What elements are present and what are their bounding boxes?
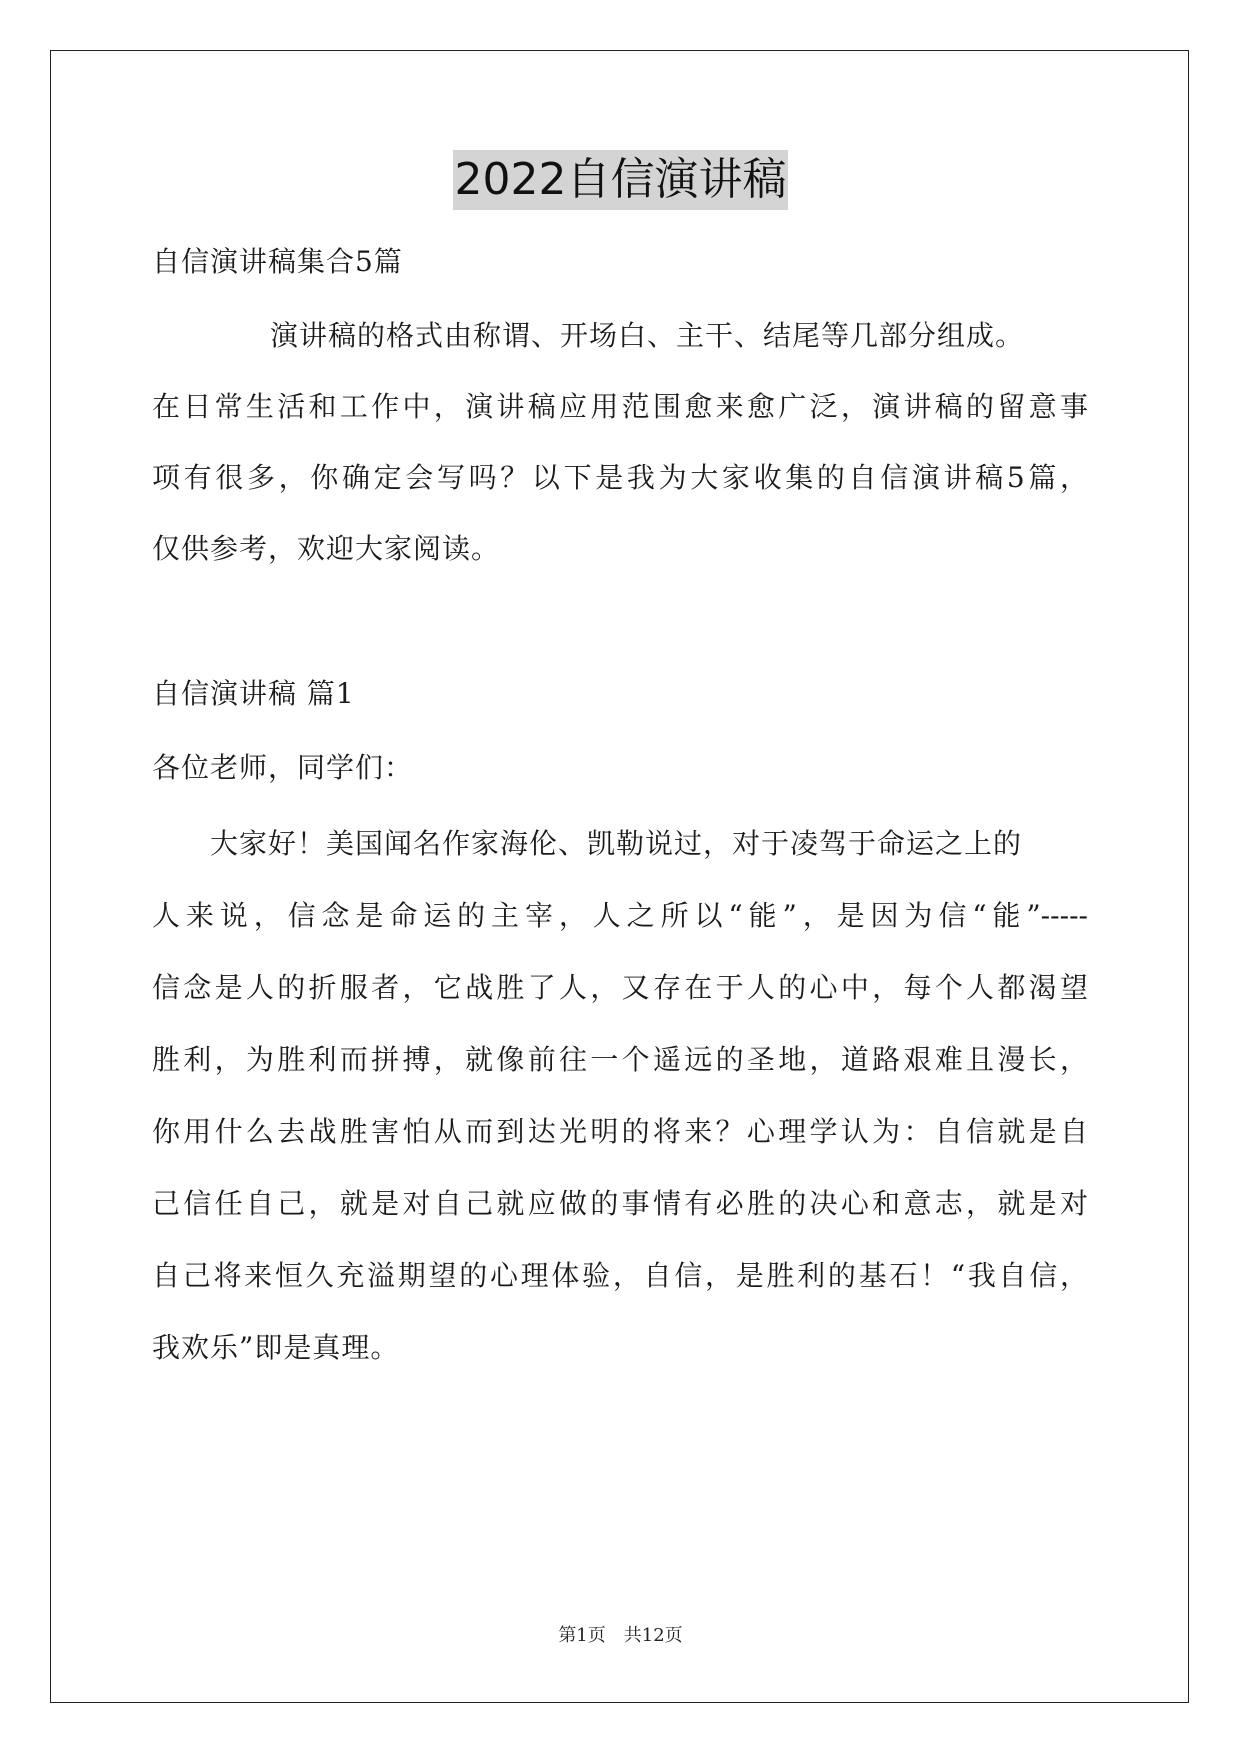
page-total: 共12页 <box>623 1625 683 1646</box>
body-line-4: 胜利，为胜利而拼搏，就像前往一个遥远的圣地，道路艰难且漫长， <box>152 1043 1088 1076</box>
intro-line-4: 仅供参考，欢迎大家阅读。 <box>152 532 501 565</box>
page-footer <box>0 1624 1241 1648</box>
body-line-7: 自己将来恒久充溢期望的心理体验，自信，是胜利的基石！“我自信， <box>152 1259 1088 1292</box>
title-container <box>0 150 1241 210</box>
document-subtitle: 自信演讲稿集合5篇 <box>152 245 403 278</box>
intro-line-3: 项有很多，你确定会写吗？以下是我为大家收集的自信演讲稿5篇， <box>152 461 1088 494</box>
body-line-5: 你用什么去战胜害怕从而到达光明的将来？心理学认为：自信就是自 <box>152 1115 1088 1148</box>
body-line-3: 信念是人的折服者，它战胜了人，又存在于人的心中，每个人都渴望 <box>152 971 1088 1004</box>
intro-line-1: 演讲稿的格式由称谓、开场白、主干、结尾等几部分组成。 <box>270 319 1025 352</box>
document-title: 2022自信演讲稿 <box>453 150 789 210</box>
body-line-6: 己信任自己，就是对自己就应做的事情有必胜的决心和意志，就是对 <box>152 1187 1088 1220</box>
page-border <box>50 50 1189 1703</box>
greeting: 各位老师，同学们： <box>152 751 414 784</box>
intro-line-2: 在日常生活和工作中，演讲稿应用范围愈来愈广泛，演讲稿的留意事 <box>152 390 1088 423</box>
page-number: 第1页 <box>558 1625 606 1646</box>
body-line-2: 人来说，信念是命运的主宰，人之所以“能”，是因为信“能”----- <box>152 899 1088 932</box>
section-heading: 自信演讲稿 篇1 <box>152 677 355 710</box>
body-line-8: 我欢乐”即是真理。 <box>152 1331 400 1364</box>
body-line-1: 大家好！美国闻名作家海伦、凯勒说过，对于凌驾于命运之上的 <box>210 827 1023 860</box>
